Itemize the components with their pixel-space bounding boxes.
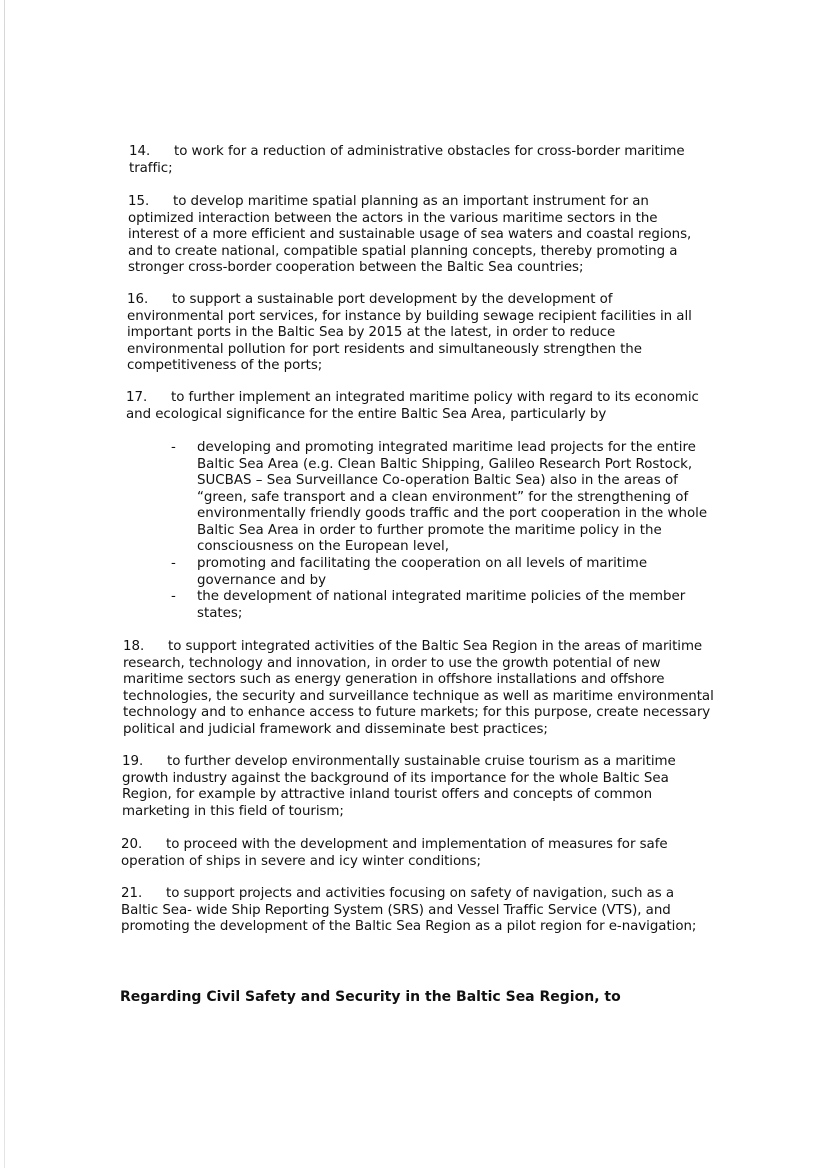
sub-item-text: the development of national integrated maritime policies of the member states;	[197, 589, 686, 621]
scan-edge-line	[4, 0, 5, 1168]
sub-item-text: promoting and facilitating the cooperation on all levels of maritime governance and by	[197, 556, 648, 588]
item-text: to proceed with the development and implementation of measures for safe operation of ships in severe and icy winter conditions;	[121, 837, 668, 869]
list-item-18	[123, 639, 719, 738]
sub-item-text: developing and promoting integrated maritime lead projects for the entire Baltic Sea Area (e.g. Clean Baltic Shipping, Galileo Research Port Rostock, SUCBAS – Sea Surveillance Co-operation Baltic Sea) also in the areas of “green, safe transport and a clean environment” for the strengthening of environmentally friendly goods traffic and the port cooperation in the whole Baltic Sea Area in order to further promote the maritime policy in the consciousness on the European level,	[197, 440, 708, 554]
item-text: to support integrated activities of the Baltic Sea Region in the areas of maritime research, technology and innovation, in order to use the growth potential of new maritime sectors such as energy generation in offshore installations and offshore technologies, the security and surveillance technique as well as maritime environmental technology and to enhance access to future markets; for this purpose, create necessary political and judicial framework and disseminate best practices;	[123, 639, 714, 737]
list-item-14	[129, 144, 699, 177]
item-number: 17.	[126, 390, 148, 405]
item-text: to further implement an integrated maritime policy with regard to its economic and ecological significance for the entire Baltic Sea Area, particularly by	[126, 390, 699, 422]
section-heading: Regarding Civil Safety and Security in the Baltic Sea Region, to	[120, 989, 621, 1005]
sub-item-marker: -	[171, 589, 176, 604]
item-number: 21.	[121, 886, 143, 901]
item-text: to develop maritime spatial planning as an important instrument for an optimized interaction between the actors in the various maritime sectors in the interest of a more efficient and sustainable usage of sea waters and coastal regions, and to create national, compatible spatial planning concepts, thereby promoting a stronger cross-border cooperation between the Baltic Sea countries;	[128, 194, 692, 275]
item-text: to support a sustainable port development by the development of environmental port services, for instance by building sewage recipient facilities in all important ports in the Baltic Sea by 2015 at the latest, in order to reduce environmental pollution for port residents and simultaneously strengthen the competitiveness of the ports;	[127, 292, 692, 373]
item-text: to work for a reduction of administrative obstacles for cross-border maritime traffic;	[129, 144, 685, 176]
list-item-19	[122, 754, 702, 820]
list-item-16	[127, 292, 709, 375]
item-number: 14.	[129, 144, 151, 159]
list-item-20	[121, 837, 691, 870]
item-text: to further develop environmentally sustainable cruise tourism as a maritime growth industry against the background of its importance for the whole Baltic Sea Region, for example by attractive inland tourist offers and concepts of common marketing in this field of tourism;	[122, 754, 676, 819]
item-text: to support projects and activities focusing on safety of navigation, such as a Baltic Sea- wide Ship Reporting System (SRS) and Vessel Traffic Service (VTS), and promoting the development of the Baltic Sea Region as a pilot region for e-navigation;	[121, 886, 697, 934]
sub-item-marker: -	[171, 556, 176, 571]
list-item-21	[121, 886, 701, 936]
item-number: 15.	[128, 194, 150, 209]
item-number: 20.	[121, 837, 143, 852]
item-number: 16.	[127, 292, 149, 307]
list-item-15	[128, 194, 711, 277]
list-item-17	[126, 390, 704, 423]
item-number: 18.	[123, 639, 145, 654]
sub-item-marker: -	[171, 440, 176, 455]
item-number: 19.	[122, 754, 144, 769]
